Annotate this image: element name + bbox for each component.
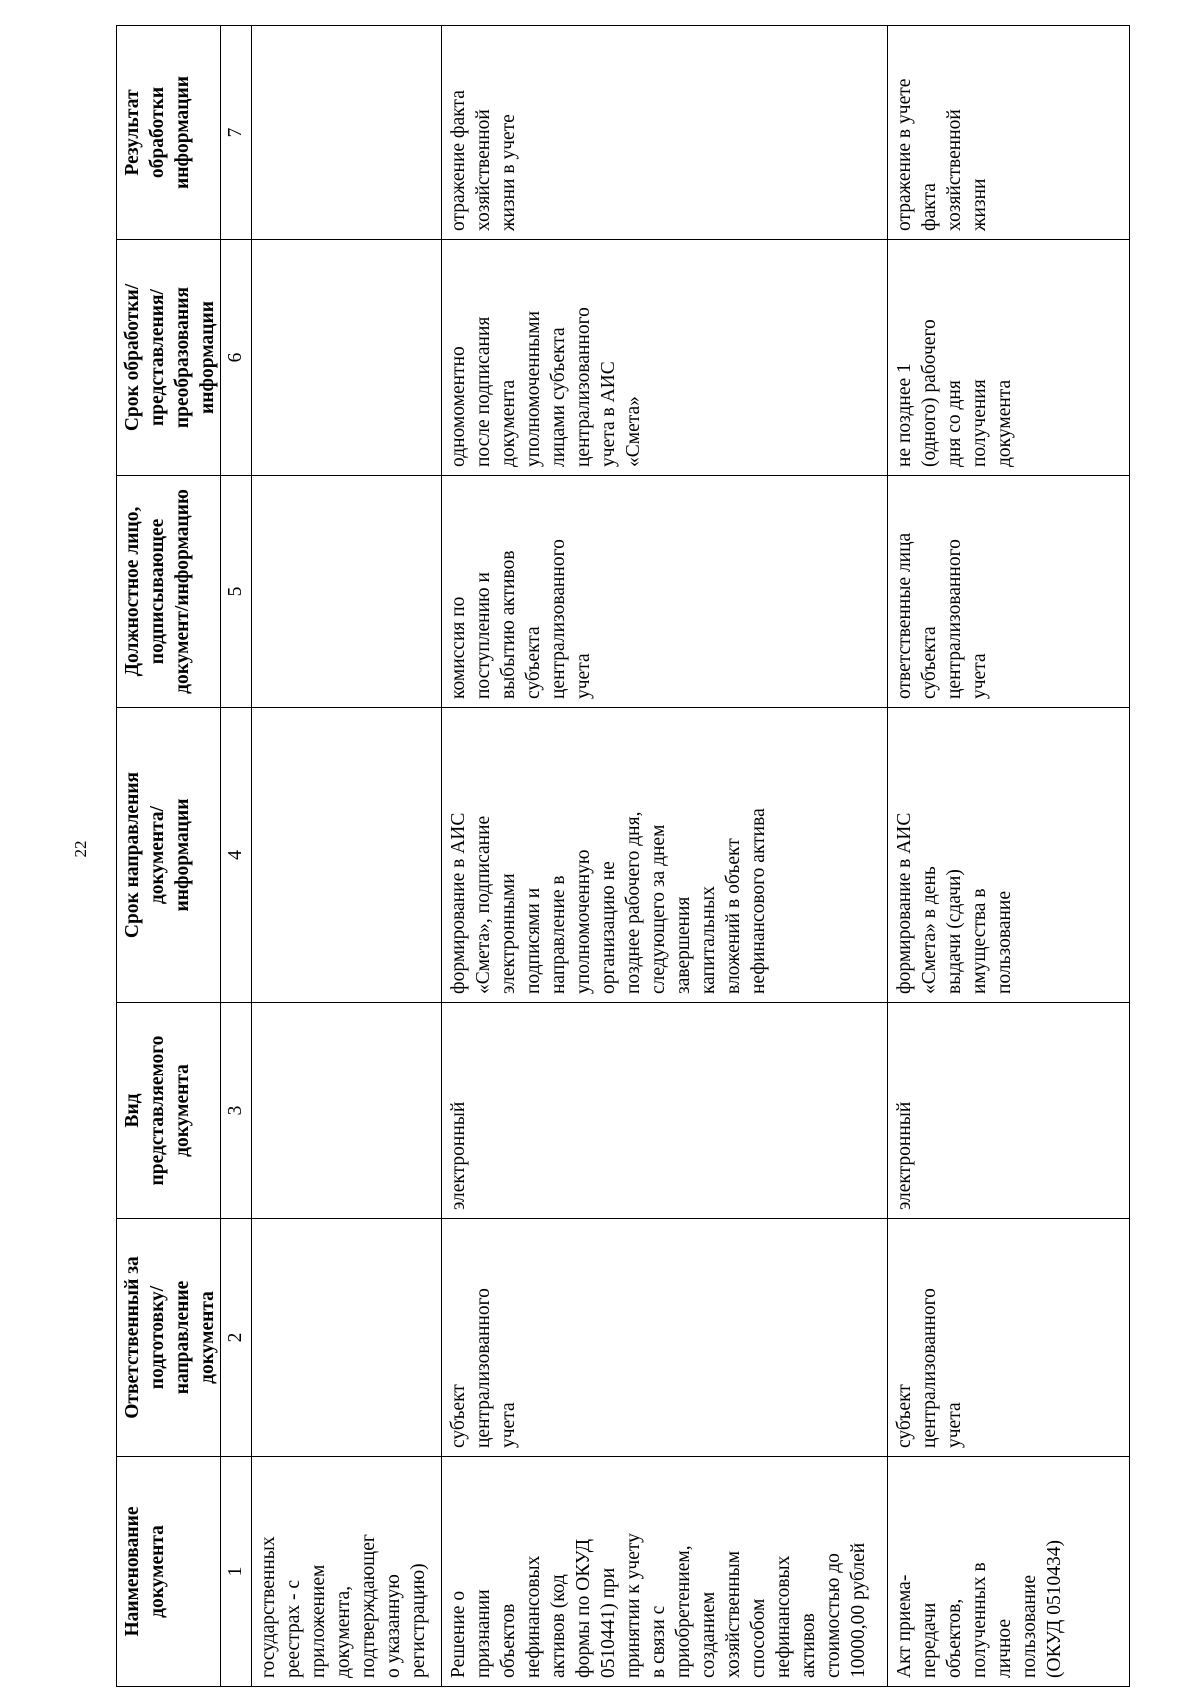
cell-line: (ОКУД 0510434) [1044, 1540, 1065, 1678]
cell-line: учета [498, 1402, 519, 1448]
cell-line: учета [969, 653, 990, 699]
cell-line: жизни [969, 178, 990, 231]
cell-line: документа [197, 1291, 218, 1384]
table-cell [888, 476, 1130, 708]
cell-line: активов (код [548, 1574, 569, 1678]
table-cell [888, 240, 1130, 476]
header-row [117, 26, 221, 1687]
cell-line: реестрах - с [283, 1579, 304, 1678]
cell-line: после подписания [473, 316, 494, 467]
cell-line: позднее рабочего дня, [623, 811, 644, 994]
cell-line: выдачи (сдачи) [944, 869, 965, 994]
table-cell [888, 708, 1130, 1003]
column-number-6: 6 [221, 240, 252, 476]
cell-line: подтверждающег [358, 1534, 379, 1678]
cell-line: ответственные лица [894, 532, 915, 699]
cell-line: учета в АИС [598, 361, 619, 467]
cell-line: факта [919, 183, 940, 231]
cell-line: объектов [498, 1603, 519, 1678]
cell-line: личное [994, 1618, 1015, 1678]
cell-line: нефинансовых [773, 1555, 794, 1678]
table-cell [252, 26, 442, 240]
table-cell [888, 26, 1130, 240]
cell-line: организацию не [598, 861, 619, 994]
cell-line: документа/ [147, 805, 168, 905]
cell-line: информации [172, 798, 193, 912]
table-cell [252, 1003, 442, 1219]
cell-line: направление в [548, 875, 569, 994]
column-number-row [221, 26, 252, 1687]
cell-line: поступлению и [473, 572, 494, 699]
cell-line: формирование в АИС [894, 812, 915, 994]
cell-line: хозяйственной [944, 109, 965, 231]
cell-line: подготовку/ [147, 1285, 168, 1390]
cell-line: Результат [122, 89, 143, 176]
column-header-4 [117, 708, 221, 1003]
cell-line: регистрацию) [408, 1563, 429, 1678]
cell-line: «Смета» [623, 396, 644, 467]
cell-line: жизни в учете [498, 114, 519, 231]
cell-line: субъекта [919, 626, 940, 699]
table-cell [252, 1219, 442, 1457]
cell-line: отражение в учете [894, 78, 915, 231]
cell-line: приобретением, [673, 1545, 694, 1678]
cell-line: Срок обработки/ [122, 283, 143, 432]
cell-line: документа [172, 1064, 193, 1157]
table-cell [442, 26, 888, 240]
cell-line: признании [473, 1589, 494, 1678]
cell-line: направление [172, 1280, 193, 1395]
cell-line: приложением [308, 1564, 329, 1678]
cell-line: Решение о [448, 1590, 469, 1678]
cell-line: Наименование [122, 1506, 143, 1637]
column-header-6 [117, 240, 221, 476]
cell-line: обработки [147, 86, 168, 179]
cell-line: подписями и [523, 887, 544, 994]
column-number-4: 4 [221, 708, 252, 1003]
cell-line: централизованного [548, 539, 569, 699]
cell-line: созданием [698, 1591, 719, 1678]
cell-line: дня со дня [944, 380, 965, 467]
cell-line: 0510441) при [598, 1567, 619, 1678]
cell-line: пользование [1019, 1574, 1040, 1678]
page-number: 22 [71, 840, 90, 858]
cell-line: представляемого [147, 1035, 168, 1186]
cell-line: капитальных [698, 886, 719, 994]
table-cell [888, 1457, 1130, 1687]
cell-line: выбытию активов [498, 550, 519, 699]
cell-line: представления/ [147, 289, 168, 426]
cell-line: Вид [122, 1093, 143, 1128]
cell-line: электронный [894, 1101, 915, 1210]
cell-line: комиссия по [448, 596, 469, 699]
cell-line: Должностное лицо, [122, 506, 143, 677]
cell-line: «Смета», подписание [473, 815, 494, 994]
table-cell [888, 1003, 1130, 1219]
cell-line: документа, [333, 1585, 354, 1678]
cell-line: 10000,00 рублей [848, 1542, 869, 1678]
table-cell [442, 1457, 888, 1687]
table-cell [442, 708, 888, 1003]
cell-line: объектов, [944, 1598, 965, 1678]
table-cell [888, 1219, 1130, 1457]
cell-line: субъект [448, 1384, 469, 1448]
cell-line: уполномоченную [573, 849, 594, 994]
cell-line: централизованного [919, 1288, 940, 1448]
table-cell [252, 476, 442, 708]
cell-line: (одного) рабочего [919, 319, 940, 467]
table-cell [252, 708, 442, 1003]
cell-line: вложений в объект [723, 838, 744, 994]
cell-line: завершения [673, 896, 694, 994]
cell-line: отражение факта [448, 90, 469, 231]
cell-line: государственных [258, 1536, 279, 1678]
cell-line: учета [944, 1402, 965, 1448]
cell-line: Акт приема- [894, 1574, 915, 1678]
cell-line: преобразования [172, 286, 193, 429]
column-header-5 [117, 476, 221, 708]
cell-line: не позднее 1 [894, 363, 915, 467]
cell-line: пользование [994, 890, 1015, 994]
cell-line: «Смета» в день [919, 866, 940, 994]
cell-line: нефинансового актива [748, 808, 769, 994]
column-number-1: 1 [221, 1457, 252, 1687]
rotated-table-container [116, 26, 1116, 1687]
cell-line: Ответственный за [122, 1256, 143, 1419]
cell-line: централизованного [944, 539, 965, 699]
cell-line: формирование в АИС [448, 812, 469, 994]
column-header-7 [117, 26, 221, 240]
cell-line: полученных в [969, 1562, 990, 1678]
column-header-2 [117, 1219, 221, 1457]
cell-line: субъекта [523, 626, 544, 699]
cell-line: стоимостью до [823, 1553, 844, 1678]
cell-line: передачи [919, 1602, 940, 1678]
table-cell [442, 240, 888, 476]
document-table [116, 25, 1130, 1687]
cell-line: формы по ОКУД [573, 1538, 594, 1678]
cell-line: Срок направления [122, 771, 143, 939]
table-cell [442, 476, 888, 708]
cell-line: получения [969, 379, 990, 467]
cell-line: в связи с [648, 1605, 669, 1678]
column-number-2: 2 [221, 1219, 252, 1457]
table-row [888, 26, 1130, 1687]
cell-line: уполномоченными [523, 310, 544, 467]
cell-line: принятии к учету [623, 1533, 644, 1678]
column-number-3: 3 [221, 1003, 252, 1219]
cell-line: электронный [448, 1101, 469, 1210]
column-header-1 [117, 1457, 221, 1687]
table-row [252, 26, 442, 1687]
cell-line: активов [798, 1613, 819, 1678]
cell-line: о указанную [383, 1574, 404, 1678]
cell-line: способом [748, 1598, 769, 1678]
cell-line: подписывающее [147, 518, 168, 665]
table-cell [442, 1003, 888, 1219]
table-cell [252, 1457, 442, 1687]
cell-line: нефинансовых [523, 1555, 544, 1678]
cell-line: информации [197, 301, 218, 414]
cell-line: документа [498, 379, 519, 467]
cell-line: учета [573, 653, 594, 699]
column-number-7: 7 [221, 26, 252, 240]
cell-line: документа [147, 1525, 168, 1618]
cell-line: информации [172, 76, 193, 189]
cell-line: централизованного [573, 307, 594, 467]
cell-line: имущества в [969, 888, 990, 994]
cell-line: хозяйственным [723, 1550, 744, 1678]
cell-line: документа [994, 379, 1015, 467]
table-row [442, 26, 888, 1687]
cell-line: хозяйственной [473, 109, 494, 231]
cell-line: следующего за днем [648, 824, 669, 994]
column-number-5: 5 [221, 476, 252, 708]
cell-line: субъект [894, 1384, 915, 1448]
table-cell [252, 240, 442, 476]
column-header-3 [117, 1003, 221, 1219]
cell-line: централизованного [473, 1288, 494, 1448]
cell-line: лицами субъекта [548, 327, 569, 467]
cell-line: документ/информацию [172, 489, 193, 694]
table-cell [442, 1219, 888, 1457]
cell-line: электронными [498, 873, 519, 994]
cell-line: одномоментно [448, 346, 469, 467]
